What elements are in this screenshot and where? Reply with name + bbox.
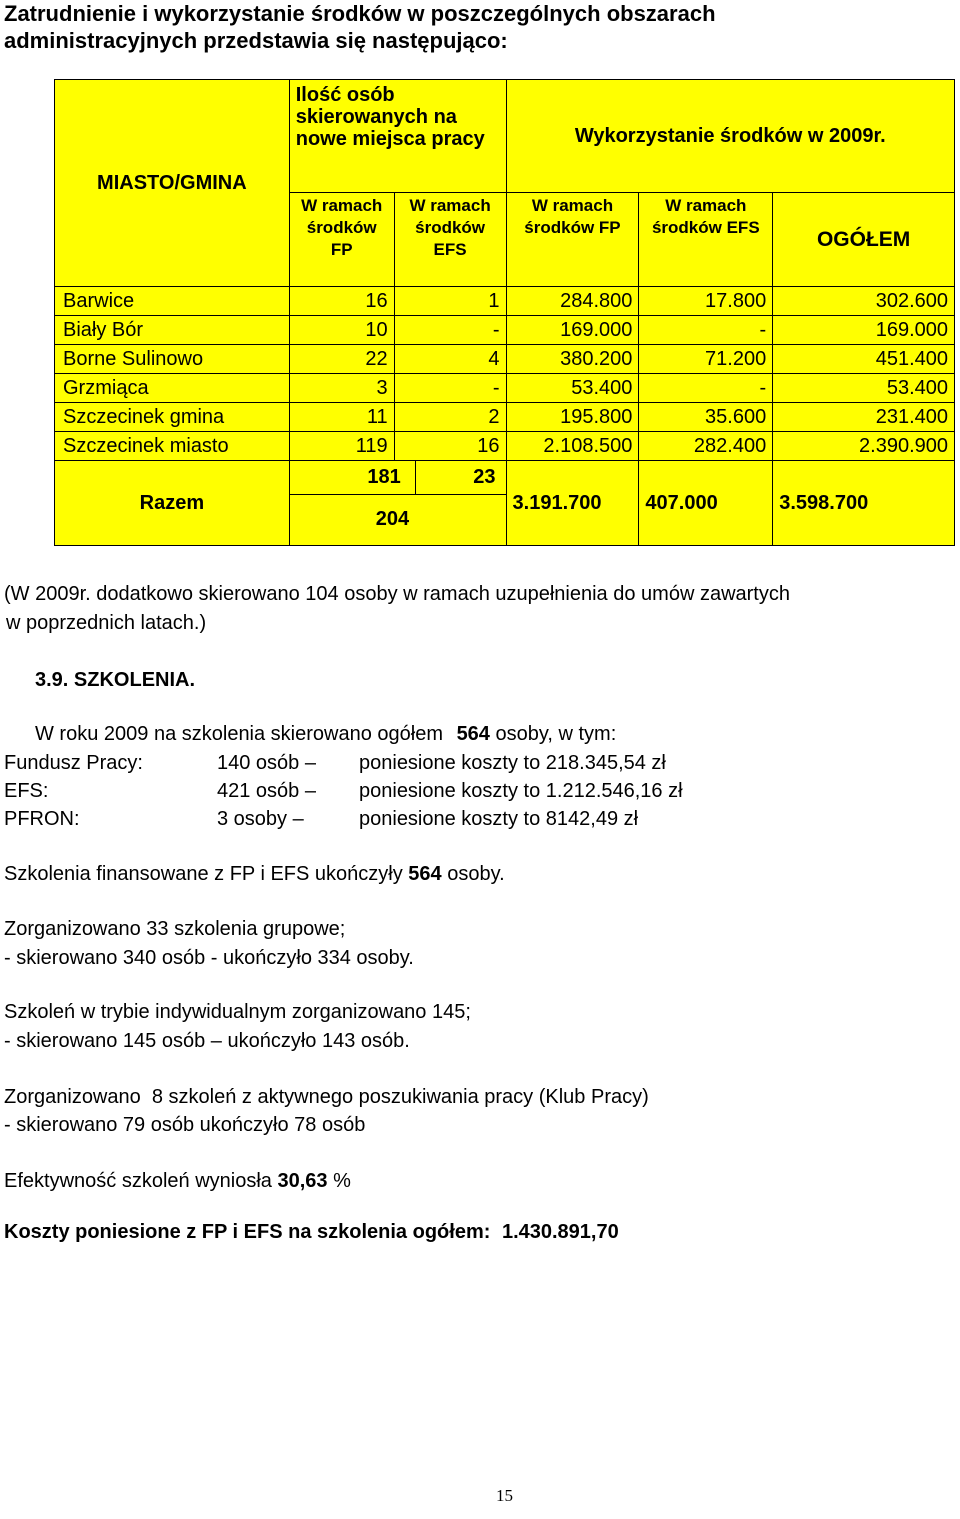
cell-efs-usage: 282.400	[639, 432, 773, 461]
completed-line	[4, 861, 505, 887]
page-number: 15	[496, 1486, 513, 1505]
cell-total: 169.000	[773, 316, 955, 345]
heading-line-2: administracyjnych przedstawia się następująco:	[4, 28, 508, 53]
cell-fp-persons: 22	[289, 345, 394, 374]
costs-value: 1.430.891,70	[501, 1221, 619, 1243]
header-fp-persons: W ramach środków FP	[289, 193, 394, 287]
cell-efs-persons: 1	[394, 287, 506, 316]
costs-label: Koszty poniesione z FP i EFS na szkolenia ogółem:	[4, 1221, 491, 1243]
training-intro-count: 564	[456, 723, 490, 745]
page-heading	[4, 0, 716, 54]
table-row	[55, 432, 955, 461]
header-efs-usage: W ramach środków EFS	[639, 193, 773, 287]
table-row	[55, 403, 955, 432]
funding-persons: 140 osób –	[217, 752, 316, 774]
cell-efs-persons: 2	[394, 403, 506, 432]
header-fp-usage: W ramach środków FP	[506, 193, 639, 287]
cell-razem-efs-persons: 23	[473, 466, 496, 489]
cell-efs-persons: -	[394, 374, 506, 403]
costs-line	[4, 1219, 619, 1245]
cell-fp-usage: 195.800	[506, 403, 639, 432]
employment-table	[54, 79, 955, 546]
funding-persons: 421 osób –	[217, 780, 316, 802]
group-line-2: - skierowano 340 osób - ukończyło 334 osoby.	[4, 947, 414, 969]
cell-fp-usage: 380.200	[506, 345, 639, 374]
completed-count: 564	[408, 863, 442, 885]
note-line-1: (W 2009r. dodatkowo skierowano 104 osoby w ramach uzupełnienia do umów zawartych	[4, 583, 790, 605]
header-persons-group: Ilość osób skierowanych na nowe miejsca pracy	[289, 80, 506, 193]
cell-razem-label: Razem	[55, 461, 290, 546]
cell-total: 53.400	[773, 374, 955, 403]
cell-efs-usage: -	[639, 316, 773, 345]
funding-cost: poniesione koszty to 218.345,54 zł	[359, 752, 666, 774]
cell-total: 2.390.900	[773, 432, 955, 461]
section-heading	[35, 667, 195, 693]
header-total: OGÓŁEM	[773, 193, 955, 287]
cell-fp-persons: 10	[289, 316, 394, 345]
completed-post: osoby.	[447, 863, 505, 885]
cell-razem-persons	[289, 461, 506, 546]
individual-line-1: Szkoleń w trybie indywidualnym zorganizowano 145;	[4, 1001, 471, 1023]
cell-total: 302.600	[773, 287, 955, 316]
cell-total: 451.400	[773, 345, 955, 374]
cell-city: Grzmiąca	[55, 374, 290, 403]
table-row	[55, 345, 955, 374]
efficiency-value: 30,63	[277, 1170, 328, 1192]
cell-efs-usage: -	[639, 374, 773, 403]
table-total-row	[55, 461, 955, 546]
club-line-2: - skierowano 79 osób ukończyło 78 osób	[4, 1114, 366, 1136]
cell-city: Szczecinek gmina	[55, 403, 290, 432]
funding-label: Fundusz Pracy:	[4, 752, 143, 774]
funding-label: PFRON:	[4, 808, 80, 830]
club-line-1: Zorganizowano 8 szkoleń z aktywnego poszukiwania pracy (Klub Pracy)	[4, 1086, 649, 1108]
header-city: MIASTO/GMINA	[55, 80, 290, 287]
funding-cost: poniesione koszty to 8142,49 zł	[359, 808, 639, 830]
header-efs-persons: W ramach środków EFS	[394, 193, 506, 287]
cell-fp-usage: 53.400	[506, 374, 639, 403]
cell-fp-persons: 11	[289, 403, 394, 432]
cell-city: Biały Bór	[55, 316, 290, 345]
training-intro-text: W roku 2009 na szkolenia skierowano ogółem	[35, 723, 443, 745]
cell-razem-persons-total: 204	[290, 494, 506, 544]
note-line-2: w poprzednich latach.)	[6, 612, 207, 634]
section-title: SZKOLENIA.	[73, 669, 196, 691]
individual-line-2: - skierowano 145 osób – ukończyło 143 osób.	[4, 1030, 410, 1052]
cell-fp-usage: 169.000	[506, 316, 639, 345]
cell-efs-persons: 16	[394, 432, 506, 461]
cell-city: Borne Sulinowo	[55, 345, 290, 374]
cell-razem-total: 3.598.700	[773, 461, 955, 546]
training-intro-post: osoby, w tym:	[495, 723, 617, 745]
efficiency-unit: %	[333, 1170, 351, 1192]
cell-efs-persons: 4	[394, 345, 506, 374]
header-usage-group: Wykorzystanie środków w 2009r.	[506, 80, 954, 193]
heading-line-1: Zatrudnienie i wykorzystanie środków w poszczególnych obszarach	[4, 1, 716, 26]
efficiency-text: Efektywność szkoleń wyniosła	[4, 1170, 272, 1192]
funding-cost: poniesione koszty to 1.212.546,16 zł	[359, 780, 683, 802]
completed-text: Szkolenia finansowane z FP i EFS ukończyły	[4, 863, 403, 885]
section-number: 3.9.	[35, 669, 69, 691]
cell-fp-persons: 16	[289, 287, 394, 316]
cell-city: Szczecinek miasto	[55, 432, 290, 461]
table-row	[55, 374, 955, 403]
cell-razem-efs-usage: 407.000	[639, 461, 773, 546]
table-row	[55, 316, 955, 345]
cell-razem-fp-persons: 181	[290, 461, 416, 494]
cell-efs-usage: 17.800	[639, 287, 773, 316]
group-line-1: Zorganizowano 33 szkolenia grupowe;	[4, 918, 346, 940]
cell-fp-usage: 2.108.500	[506, 432, 639, 461]
funding-persons: 3 osoby –	[217, 808, 304, 830]
table-row	[55, 287, 955, 316]
cell-city: Barwice	[55, 287, 290, 316]
cell-fp-persons: 119	[289, 432, 394, 461]
cell-razem-fp-usage: 3.191.700	[506, 461, 639, 546]
cell-efs-persons: -	[394, 316, 506, 345]
training-intro	[35, 721, 616, 747]
razem-persons-breakdown	[290, 461, 506, 544]
cell-fp-persons: 3	[289, 374, 394, 403]
funding-label: EFS:	[4, 780, 49, 802]
cell-efs-usage: 35.600	[639, 403, 773, 432]
efficiency-line	[4, 1168, 351, 1194]
cell-fp-usage: 284.800	[506, 287, 639, 316]
cell-efs-usage: 71.200	[639, 345, 773, 374]
cell-total: 231.400	[773, 403, 955, 432]
